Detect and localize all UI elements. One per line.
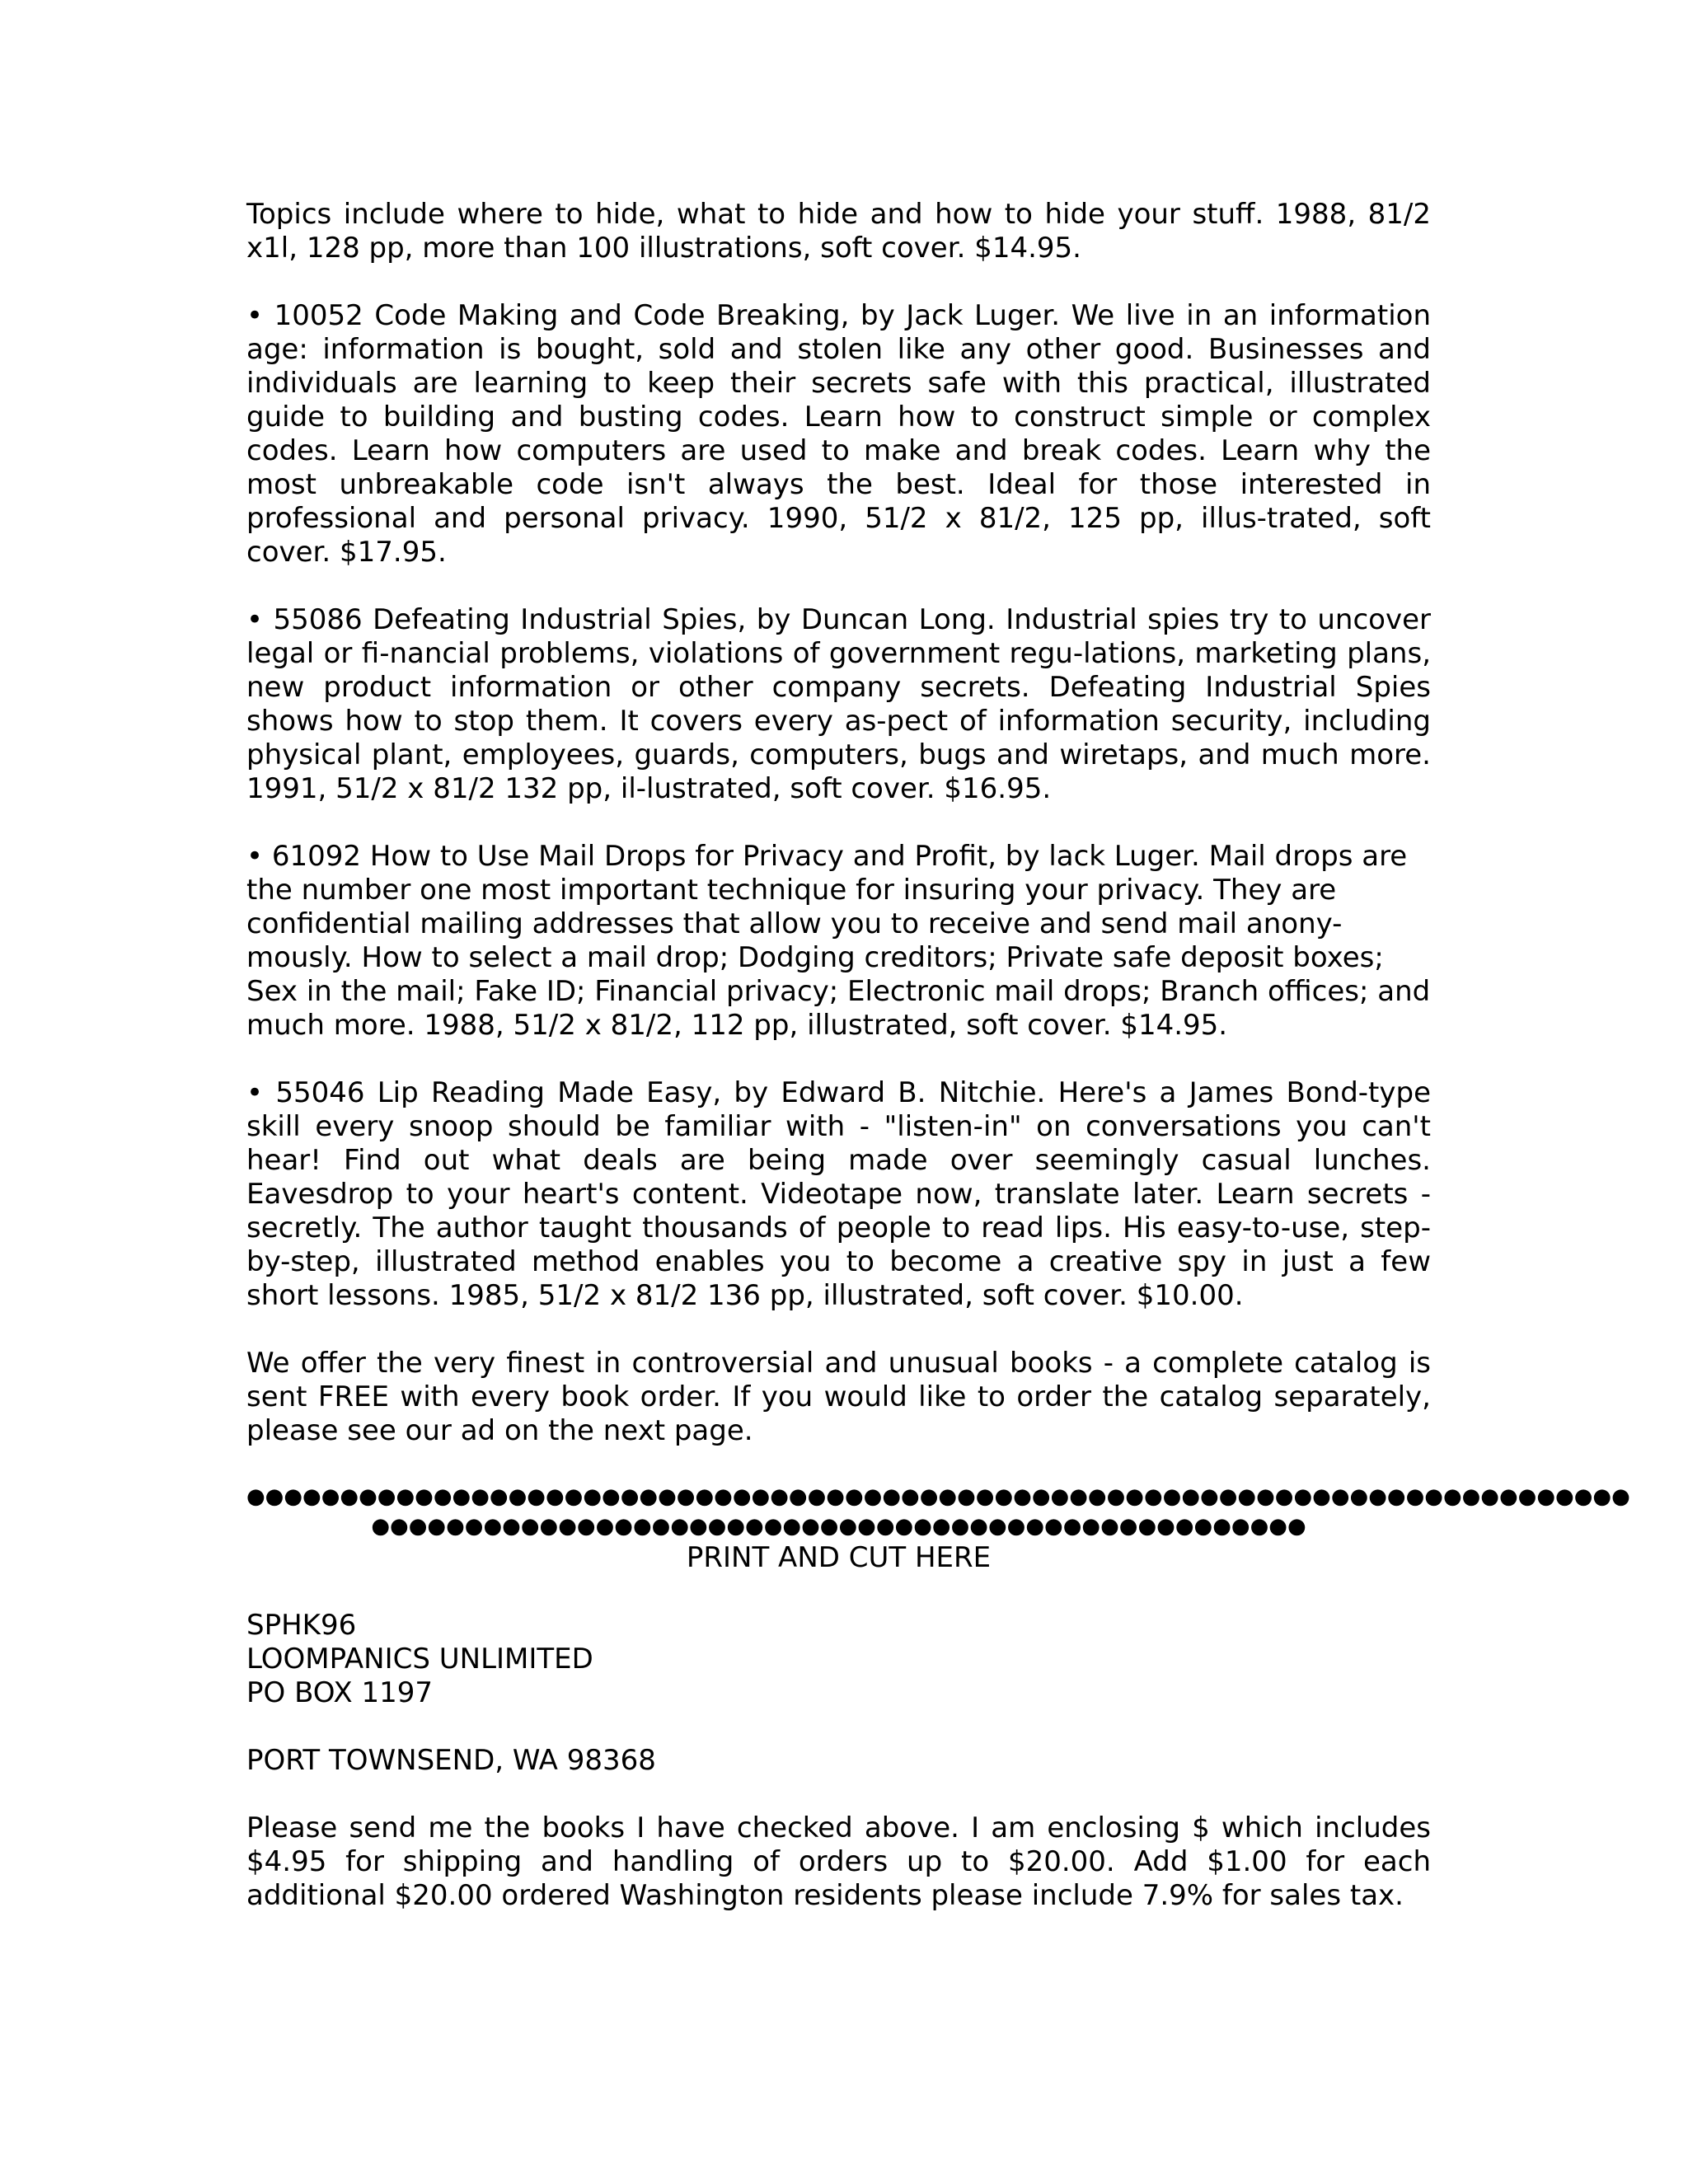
order-code: SPHK96 bbox=[246, 1609, 357, 1642]
catalog-entry-mail-drops: • 61092 How to Use Mail Drops for Privacy and Profit, by lack Luger. Mail drops are the number one most important technique for insuring your privacy. They are confidential mailing addresses that allow you to receive and send mail anony-mously. How to select a mail drop; Dodging creditors; Private safe deposit boxes; Sex in the mail; Fake ID; Financial privacy; Electronic mail drops; Branch offices; and much more. 1988, 51/2 x 81/2, 112 pp, illustrated, soft cover. $14.95. bbox=[246, 840, 1431, 1042]
catalog-note-paragraph: We offer the very finest in controversial and unusual books - a complete catalog is sent FREE with every book order. If you would like to order the catalog separately, please see our ad on the next page. bbox=[246, 1347, 1431, 1447]
catalog-entry-industrial-spies: • 55086 Defeating Industrial Spies, by Duncan Long. Industrial spies try to uncover legal or fi-nancial problems, violations of government regu-lations, marketing plans, new product information or other company secrets. Defeating Industrial Spies shows how to stop them. It covers every as-pect of information security, including physical plant, employees, guards, computers, bugs and wiretaps, and much more. 1991, 51/2 x 81/2 132 pp, il-lustrated, soft cover. $16.95. bbox=[246, 603, 1431, 805]
intro-paragraph: Topics include where to hide, what to hide and how to hide your stuff. 1988, 81/2 x1l, 128 pp, more than 100 illustrations, soft cover. $14.95. bbox=[246, 198, 1431, 265]
dotted-divider-line-short: ●●●●●●●●●●●●●●●●●●●●●●●●●●●●●●●●●●●●●●●●●●●●●●●●●● bbox=[371, 1514, 1306, 1539]
page-content bbox=[246, 198, 1630, 1947]
print-and-cut-label: PRINT AND CUT HERE bbox=[686, 1541, 992, 1574]
catalog-entry-lip-reading: • 55046 Lip Reading Made Easy, by Edward B. Nitchie. Here's a James Bond-type skill every snoop should be familiar with - "listen-in" on conversations you can't hear! Find out what deals are being made over seemingly casual lunches. Eavesdrop to your heart's content. Videotape now, translate later. Learn secrets - secretly. The author taught thousands of people to read lips. His easy-to-use, step-by-step, illustrated method enables you to become a creative spy in just a few short lessons. 1985, 51/2 x 81/2 136 pp, illustrated, soft cover. $10.00. bbox=[246, 1076, 1431, 1312]
mailing-address bbox=[246, 1609, 1431, 1710]
order-instructions-paragraph: Please send me the books I have checked above. I am enclosing $ which includes $4.95 for shipping and handling of orders up to $20.00. Add $1.00 for each additional $20.00 ordered Washington residents please include 7.9% for sales tax. bbox=[246, 1811, 1431, 1912]
catalog-entry-code-making: • 10052 Code Making and Code Breaking, by Jack Luger. We live in an information age: information is bought, sold and stolen like any other good. Businesses and individuals are learning to keep their secrets safe with this practical, illustrated guide to building and busting codes. Learn how to construct simple or complex codes. Learn how computers are used to make and break codes. Learn why the most unbreakable code isn't always the best. Ideal for those interested in professional and personal privacy. 1990, 51/2 x 81/2, 125 pp, illus-trated, soft cover. $17.95. bbox=[246, 299, 1431, 569]
city-state-zip: PORT TOWNSEND, WA 98368 bbox=[246, 1744, 656, 1777]
po-box: PO BOX 1197 bbox=[246, 1676, 434, 1709]
dotted-divider-line: ●●●●●●●●●●●●●●●●●●●●●●●●●●●●●●●●●●●●●●●●●●●●●●●●●●●●●●●●●●●●●●●●●●●●●●●●●● bbox=[246, 1484, 1630, 1509]
company-name: LOOMPANICS UNLIMITED bbox=[246, 1643, 593, 1675]
